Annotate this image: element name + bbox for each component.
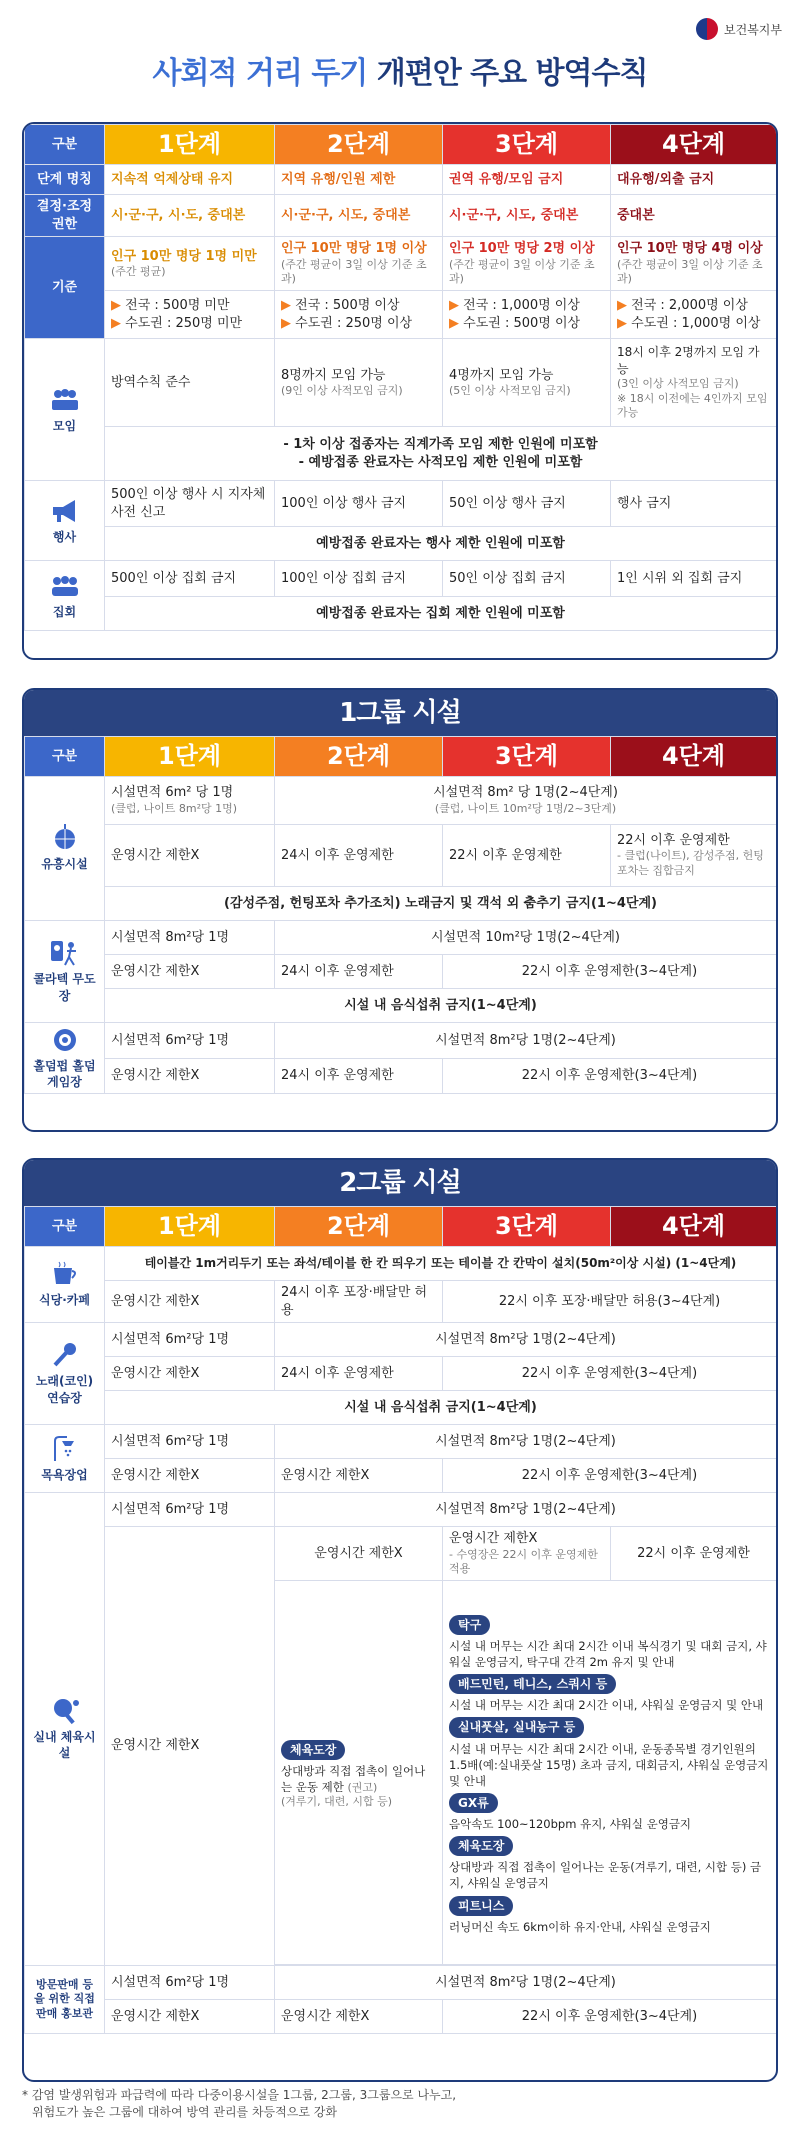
stage-name: 지속적 억제상태 유지 bbox=[105, 165, 275, 195]
stage-label: 구분 bbox=[25, 125, 105, 165]
area-cell: 시설면적 8m²당 1명 bbox=[105, 921, 275, 955]
criteria-counts: ▶ 전국 : 500명 미만 ▶ 수도권 : 250명 미만 bbox=[105, 291, 275, 339]
row-label-event: 행사 bbox=[25, 481, 105, 561]
row-label-authority: 결정·조정 권한 bbox=[25, 195, 105, 237]
ministry-logo bbox=[696, 18, 782, 40]
authority: 시·군·구, 시도, 중대본 bbox=[443, 195, 611, 237]
sport-item-pill: 체육도장 bbox=[281, 1740, 345, 1760]
area-cell: 시설면적 6m²당 1명 bbox=[105, 1323, 275, 1357]
ping-pong-icon bbox=[49, 1697, 81, 1725]
area-cell: 시설면적 8m²당 1명(2~4단계) bbox=[275, 1023, 777, 1059]
row-label-rally: 집회 bbox=[25, 561, 105, 631]
hours-cell: 운영시간 제한X bbox=[105, 1459, 275, 1493]
rally-cell: 100인 이상 집회 금지 bbox=[275, 561, 443, 597]
meeting-cell: 8명까지 모임 가능 (9인 이상 사적모임 금지) bbox=[275, 339, 443, 427]
criteria-counts: ▶ 전국 : 2,000명 이상 ▶ 수도권 : 1,000명 이상 bbox=[611, 291, 777, 339]
hours-cell: 22시 이후 운영제한(3~4단계) bbox=[443, 1357, 777, 1391]
rally-cell: 500인 이상 집회 금지 bbox=[105, 561, 275, 597]
group2-section: 2그룹 시설 구분 1단계 2단계 3단계 4단계 식당·카페 테이블간 1m거리두기 또는 좌석/테이블 한 칸 띄우기 또는 테이블 간 칸막이 설치(50m²이상 시설) (1~4단계) 운영시간 제한X 24시 이후 포장·배달만 허용 22시 이후 포장·배달만 허용(3~4단계) 노래(코인) 연습장 시설면적 6m²당 1명 시설면적 8m²당 1명(2~4단계) 운영시간 제한X 24시 이후 운영제한 22시 이후 운영제한(3~4단계) 시설 내 음식섭취 금지(1~4단계) 목욕장업 시설면적 6m²당 1명 시설면적 8m²당 1명(2~4단계) 운영시간 제한X 운영시간 제한X 22시 이후 운영제한(3~4단계) 실내 체육시설 시설면적 6m²당 1명 시설면적 8m²당 1명(2~4단계) 운영시간 제한X 운영시간 제한X 운영시간 제한X - 수영장은 22시 이후 운영제한 적용 22시 이후 운영제한 체육도장 상대방과 직접 접촉이 일어나는 운동 제한 (권고) (겨루기, 대련, 시합 등) 탁구 시설 내 머무는 시간 최대 2시간 이내 복식경기 및 대회 금지, 샤워실 운영금지, 탁구대 간격 2m 유지 및 안내 배드민턴, 테니스, 스쿼시 등 시설 내 머무는 시간 최대 2시간 이내, 샤워실 운영금지 및 안내 실내풋살, 실내농구 등 시설 내 머무는 시간 최대 2시간 이내, 운동종목별 경기인원의 1.5배(예:실내풋살 15명) 초과 금지, 대회금지, 샤워실 운영금지 및 안내 GX류 음악속도 100~120bpm 유지, 샤워실 운영금지 체육도장 상대방과 직접 접촉이 일어나는 운동(겨루기, 대련, 시합 등) 금지, 샤워실 운영금지 피트니스 러닝머신 속도 6km이하 유지·안내, 샤워실 운영금지 방문판매 등을 위한 직접판매 홍보관 시설면적 6m²당 1명 시설면적 8m²당 1명(2~4단계) 운영시간 제한X 운영시간 제한X 22시 이후 운영제한(3~4단계) bbox=[22, 1158, 778, 2082]
hours-cell: 22시 이후 운영제한(3~4단계) bbox=[443, 2000, 777, 2034]
hours-cell: 22시 이후 포장·배달만 허용(3~4단계) bbox=[443, 1281, 777, 1323]
group1-section: 1그룹 시설 구분 1단계 2단계 3단계 4단계 유흥시설 시설면적 6m² 당 1명 (클럽, 나이트 8m²당 1명) 시설면적 8m² 당 1명(2~4단계) (클럽, 나이트 10m²당 1명/2~3단계) 운영시간 제한X 24시 이후 운영제한 22시 이후 운영제한 22시 이후 운영제한 - 클럽(나이트), 감성주점, 헌팅포차는 집합금지 (감성주점, 헌팅포차 추가조치) 노래금지 및 객석 외 춤추기 금지(1~4단계) 콜라텍 무도장 시설면적 8m²당 1명 시설면적 10m²당 1명(2~4단계) 운영시간 제한X 24시 이후 운영제한 22시 이후 운영제한(3~4단계) 시설 내 음식섭취 금지(1~4단계) 홀덤펍 홀덤게임장 시설면적 6m²당 1명 시설면적 8m²당 1명(2~4단계) 운영시간 제한X 24시 이후 운영제한 22시 이후 운영제한(3~4단계) bbox=[22, 688, 778, 1132]
row-label-sports: 실내 체육시설 bbox=[25, 1493, 105, 1966]
criteria-counts: ▶ 전국 : 500명 이상 ▶ 수도권 : 250명 이상 bbox=[275, 291, 443, 339]
authority: 시·군·구, 시·도, 중대본 bbox=[105, 195, 275, 237]
row-label-sales: 방문판매 등을 위한 직접판매 홍보관 bbox=[25, 1966, 105, 2034]
area-cell: 시설면적 8m²당 1명(2~4단계) bbox=[275, 1425, 777, 1459]
meeting-note: - 1차 이상 접종자는 직계가족 모임 제한 인원에 미포함 - 예방접종 완료자는 사적모임 제한 인원에 미포함 bbox=[105, 427, 777, 481]
sport-item-pill: 배드민턴, 테니스, 스쿼시 등 bbox=[449, 1674, 616, 1694]
event-note: 예방접종 완료자는 행사 제한 인원에 미포함 bbox=[105, 527, 777, 561]
area-cell: 시설면적 6m²당 1명 bbox=[105, 1966, 275, 2000]
row-label-criteria: 기준 bbox=[25, 237, 105, 339]
poker-chip-icon bbox=[49, 1026, 81, 1054]
entertainment-note: (감성주점, 헌팅포차 추가조치) 노래금지 및 객석 외 춤추기 금지(1~4단계) bbox=[105, 887, 777, 921]
meeting-cell: 18시 이후 2명까지 모임 가능 (3인 이상 사적모임 금지) ※ 18시 이전에는 4인까지 모임 가능 bbox=[611, 339, 777, 427]
event-cell: 500인 이상 행사 시 지자체 사전 신고 bbox=[105, 481, 275, 527]
microphone-icon bbox=[49, 1341, 81, 1369]
hours-cell: 22시 이후 운영제한(3~4단계) bbox=[443, 1058, 777, 1094]
hours-cell: 22시 이후 운영제한(3~4단계) bbox=[443, 1459, 777, 1493]
rally-cell: 1인 시위 외 집회 금지 bbox=[611, 561, 777, 597]
hours-cell: 운영시간 제한X bbox=[105, 1058, 275, 1094]
hours-cell: 22시 이후 운영제한 bbox=[443, 825, 611, 887]
stage-4-header: 4단계 bbox=[611, 125, 777, 165]
hours-cell: 24시 이후 운영제한 bbox=[275, 1357, 443, 1391]
hours-cell: 22시 이후 운영제한 bbox=[611, 1527, 777, 1581]
stage-name: 권역 유행/모임 금지 bbox=[443, 165, 611, 195]
hours-cell: 24시 이후 운영제한 bbox=[275, 955, 443, 989]
area-cell: 시설면적 8m²당 1명(2~4단계) bbox=[275, 1323, 777, 1357]
area-cell: 시설면적 6m²당 1명 bbox=[105, 1425, 275, 1459]
area-cell: 시설면적 8m² 당 1명(2~4단계) (클럽, 나이트 10m²당 1명/2~3단계) bbox=[275, 777, 777, 825]
row-label-holdem: 홀덤펍 홀덤게임장 bbox=[25, 1023, 105, 1094]
hours-cell: 운영시간 제한X bbox=[105, 825, 275, 887]
hours-cell: 22시 이후 운영제한 - 클럽(나이트), 감성주점, 헌팅포차는 집합금지 bbox=[611, 825, 777, 887]
authority: 중대본 bbox=[611, 195, 777, 237]
hours-cell: 24시 이후 운영제한 bbox=[275, 1058, 443, 1094]
area-cell: 시설면적 6m²당 1명 bbox=[105, 1023, 275, 1059]
shower-icon bbox=[49, 1435, 81, 1463]
group1-title: 1그룹 시설 bbox=[24, 690, 776, 736]
dancer-icon bbox=[49, 939, 81, 967]
hours-cell: 24시 이후 운영제한 bbox=[275, 825, 443, 887]
hours-cell: 운영시간 제한X - 수영장은 22시 이후 운영제한 적용 bbox=[443, 1527, 611, 1581]
hours-cell: 운영시간 제한X bbox=[105, 1281, 275, 1323]
hours-cell: 운영시간 제한X bbox=[105, 955, 275, 989]
row-label-entertainment: 유흥시설 bbox=[25, 777, 105, 921]
area-cell: 시설면적 8m²당 1명(2~4단계) bbox=[275, 1493, 777, 1527]
hours-cell: 운영시간 제한X bbox=[105, 2000, 275, 2034]
group2-title: 2그룹 시설 bbox=[24, 1160, 776, 1206]
stage-name: 대유행/외출 금지 bbox=[611, 165, 777, 195]
row-label-colatec: 콜라텍 무도장 bbox=[25, 921, 105, 1023]
event-cell: 행사 금지 bbox=[611, 481, 777, 527]
hours-cell: 운영시간 제한X bbox=[275, 1527, 443, 1581]
disco-ball-icon bbox=[49, 824, 81, 852]
authority: 시·군·구, 시도, 중대본 bbox=[275, 195, 443, 237]
meeting-cell: 방역수칙 준수 bbox=[105, 339, 275, 427]
sport-item-pill: 피트니스 bbox=[449, 1896, 513, 1916]
hours-cell: 24시 이후 포장·배달만 허용 bbox=[275, 1281, 443, 1323]
sport-item-pill: 탁구 bbox=[449, 1615, 490, 1635]
event-cell: 100인 이상 행사 금지 bbox=[275, 481, 443, 527]
hours-cell: 운영시간 제한X bbox=[105, 1527, 275, 1966]
government-emblem-icon bbox=[696, 18, 718, 40]
cafe-cup-icon bbox=[49, 1260, 81, 1288]
criteria-cell: 인구 10만 명당 4명 이상 (주간 평균이 3일 이상 기준 초과) bbox=[611, 237, 777, 291]
sport-item-pill: GX류 bbox=[449, 1793, 498, 1813]
stage-1-header: 1단계 bbox=[105, 125, 275, 165]
row-label-karaoke: 노래(코인) 연습장 bbox=[25, 1323, 105, 1425]
criteria-counts: ▶ 전국 : 1,000명 이상 ▶ 수도권 : 500명 이상 bbox=[443, 291, 611, 339]
rally-note: 예방접종 완료자는 집회 제한 인원에 미포함 bbox=[105, 597, 777, 631]
hours-cell: 운영시간 제한X bbox=[105, 1357, 275, 1391]
criteria-cell: 인구 10만 명당 2명 이상 (주간 평균이 3일 이상 기준 초과) bbox=[443, 237, 611, 291]
ministry-name: 보건복지부 bbox=[724, 22, 782, 37]
row-label-name: 단계 명칭 bbox=[25, 165, 105, 195]
row-label-bath: 목욕장업 bbox=[25, 1425, 105, 1493]
karaoke-note: 시설 내 음식섭취 금지(1~4단계) bbox=[105, 1391, 777, 1425]
area-cell: 시설면적 6m² 당 1명 (클럽, 나이트 8m²당 1명) bbox=[105, 777, 275, 825]
criteria-cell: 인구 10만 명당 1명 이상 (주간 평균이 3일 이상 기준 초과) bbox=[275, 237, 443, 291]
hours-cell: 22시 이후 운영제한(3~4단계) bbox=[443, 955, 777, 989]
sport-item-pill: 체육도장 bbox=[449, 1836, 513, 1856]
hours-cell: 운영시간 제한X bbox=[275, 2000, 443, 2034]
rally-cell: 50인 이상 집회 금지 bbox=[443, 561, 611, 597]
restaurant-note: 테이블간 1m거리두기 또는 좌석/테이블 한 칸 띄우기 또는 테이블 간 칸막이 설치(50m²이상 시설) (1~4단계) bbox=[105, 1247, 777, 1281]
colatec-note: 시설 내 음식섭취 금지(1~4단계) bbox=[105, 989, 777, 1023]
sport-rules-cell: 탁구 시설 내 머무는 시간 최대 2시간 이내 복식경기 및 대회 금지, 샤워실 운영금지, 탁구대 간격 2m 유지 및 안내 배드민턴, 테니스, 스쿼시 등 시설 내 머무는 시간 최대 2시간 이내, 샤워실 운영금지 및 안내 실내풋살, 실내농구 등 시설 내 머무는 시간 최대 2시간 이내, 운동종목별 경기인원의 1.5배(예:실내풋살 15명) 초과 금지, 대회금지, 샤워실 운영금지 및 안내 GX류 음악속도 100~120bpm 유지, 샤워실 운영금지 체육도장 상대방과 직접 접촉이 일어나는 운동(겨루기, 대련, 시합 등) 금지, 샤워실 운영금지 피트니스 러닝머신 속도 6km이하 유지·안내, 샤워실 운영금지 bbox=[443, 1581, 777, 1965]
hours-cell: 운영시간 제한X bbox=[275, 1459, 443, 1493]
criteria-cell: 인구 10만 명당 1명 미만 (주간 평균) bbox=[105, 237, 275, 291]
row-label-restaurant: 식당·카페 bbox=[25, 1247, 105, 1323]
sport-item-pill: 실내풋살, 실내농구 등 bbox=[449, 1717, 584, 1737]
megaphone-icon bbox=[49, 497, 81, 525]
row-label-meeting: 모임 bbox=[25, 339, 105, 481]
area-cell: 시설면적 6m²당 1명 bbox=[105, 1493, 275, 1527]
stage-3-header: 3단계 bbox=[443, 125, 611, 165]
event-cell: 50인 이상 행사 금지 bbox=[443, 481, 611, 527]
stage-summary-table bbox=[22, 122, 778, 660]
page-title: 사회적 거리 두기 개편안 주요 방역수칙 bbox=[152, 56, 648, 91]
meeting-icon bbox=[49, 386, 81, 414]
header bbox=[0, 0, 800, 120]
footnote: * 감염 발생위험과 파급력에 따라 다중이용시설을 1그룹, 2그룹, 3그룹으로 나누고, 위험도가 높은 그룹에 대하여 방역 관리를 차등적으로 강화 bbox=[22, 2088, 457, 2120]
sport-stage2-cell: 체육도장 상대방과 직접 접촉이 일어나는 운동 제한 (권고) (겨루기, 대련, 시합 등) bbox=[275, 1581, 443, 1965]
meeting-cell: 4명까지 모임 가능 (5인 이상 사적모임 금지) bbox=[443, 339, 611, 427]
stage-name: 지역 유행/인원 제한 bbox=[275, 165, 443, 195]
area-cell: 시설면적 10m²당 1명(2~4단계) bbox=[275, 921, 777, 955]
area-cell: 시설면적 8m²당 1명(2~4단계) bbox=[275, 1966, 777, 2000]
stage-2-header: 2단계 bbox=[275, 125, 443, 165]
rally-icon bbox=[49, 572, 81, 600]
